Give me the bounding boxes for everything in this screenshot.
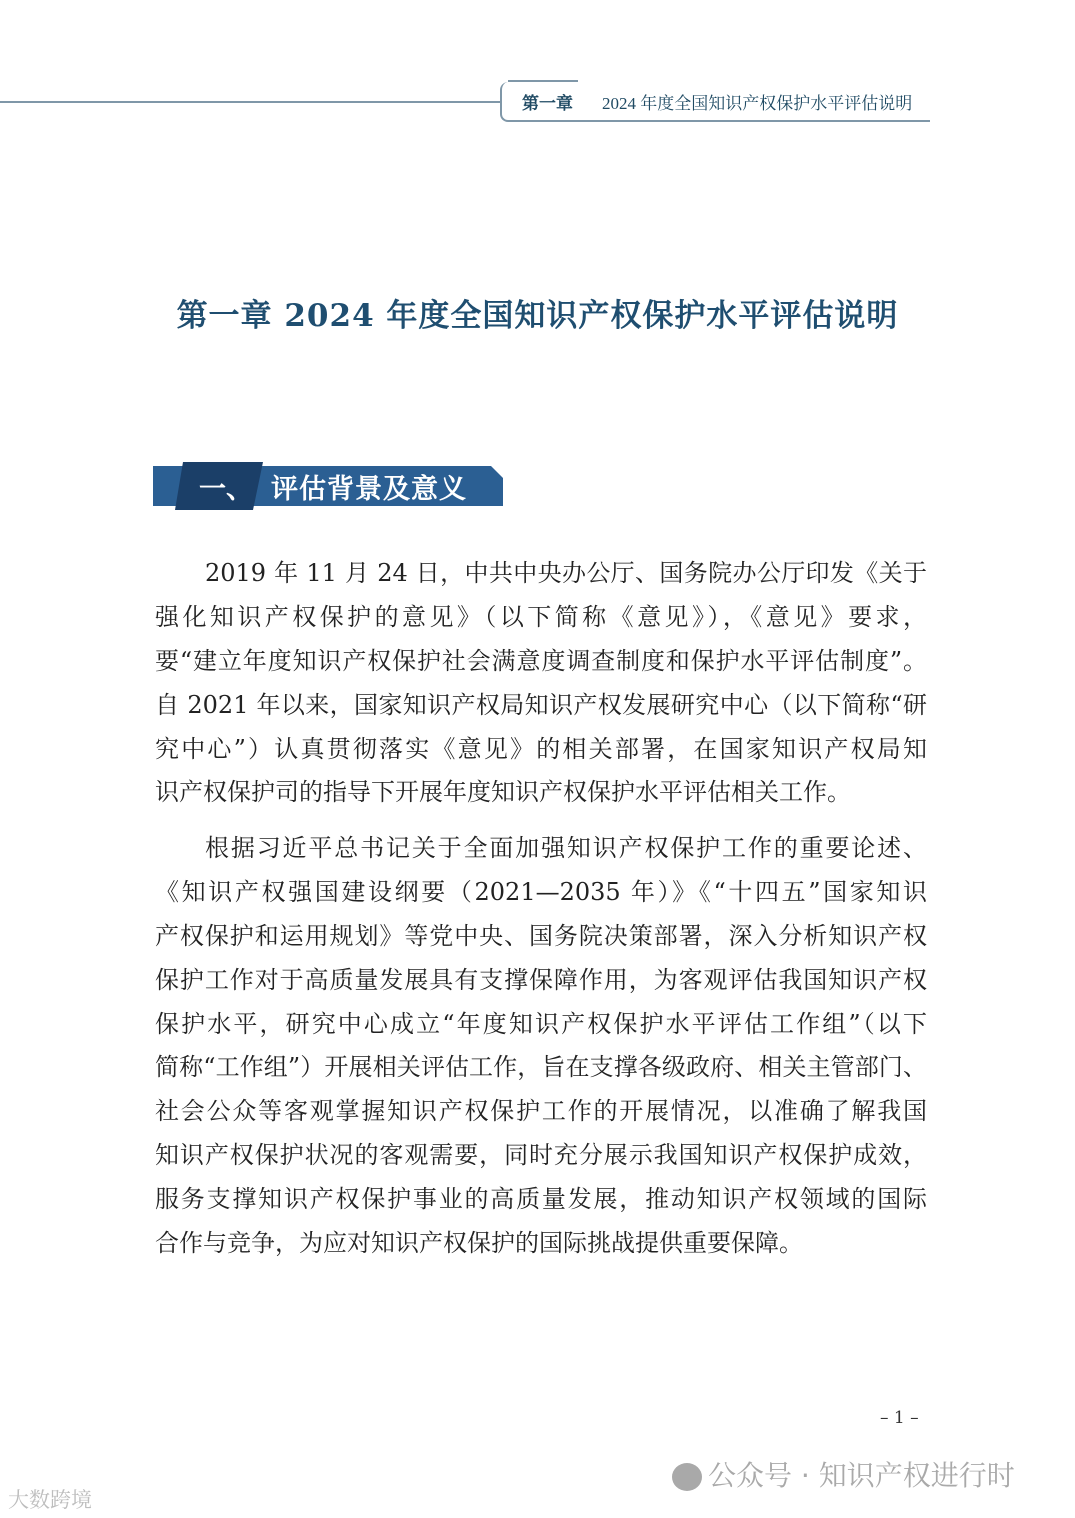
chapter-title: 第一章 2024 年度全国知识产权保护水平评估说明 [176,298,899,334]
section-heading-banner [153,462,503,508]
wechat-watermark-text: 公众号 · 知识产权进行时 [708,1459,1015,1492]
wechat-icon [672,1463,702,1491]
text-line: 2019 年 11 月 24 日，中共中央办公厅、国务院办公厅印发《关于 [205,559,927,587]
text-line: 社会公众等客观掌握知识产权保护工作的开展情况，以准确了解我国 [155,1097,927,1126]
header-rule [0,101,500,103]
running-header-chapter: 第一章 [522,94,573,114]
text-line: 服务支撑知识产权保护事业的高质量发展，推动知识产权领域的国际 [155,1185,927,1214]
corner-watermark: 大数跨境 [8,1488,92,1512]
text-line: 简称“工作组”）开展相关评估工作，旨在支撑各级政府、相关主管部门、 [155,1053,927,1082]
text-line: 根据习近平总书记关于全面加强知识产权保护工作的重要论述、 [205,834,927,862]
section-heading: 评估背景及意义 [271,474,467,505]
page-number: – 1 – [880,1408,919,1428]
text-line: 《知识产权强国建设纲要（2021—2035 年）》《“十四五”国家知识 [155,877,927,906]
paragraph-2 [155,827,927,1266]
text-line: 强化知识产权保护的意见》（以下简称《意见》），《意见》要求， [155,602,927,631]
text-line: 保护水平，研究中心成立“年度知识产权保护水平评估工作组”（以下 [155,1009,927,1038]
section-number: 一、 [199,474,253,505]
running-header-title: 2024 年度全国知识产权保护水平评估说明 [602,94,913,113]
text-line: 知识产权保护状况的客观需要，同时充分展示我国知识产权保护成效， [155,1141,927,1170]
text-line: 要“建立年度知识产权保护社会满意度调查制度和保护水平评估制度”。 [155,646,927,675]
wechat-watermark [672,1454,1015,1494]
text-line: 产权保护和运用规划》等党中央、国务院决策部署，深入分析知识产权 [155,921,927,950]
text-line: 识产权保护司的指导下开展年度知识产权保护水平评估相关工作。 [155,778,851,807]
text-line: 究中心”）认真贯彻落实《意见》的相关部署，在国家知识产权局知 [155,734,927,763]
text-line: 合作与竞争，为应对知识产权保护的国际挑战提供重要保障。 [155,1229,803,1258]
text-line: 自 2021 年以来，国家知识产权局知识产权发展研究中心（以下简称“研 [155,690,927,719]
paragraph-1 [155,552,927,815]
text-line: 保护工作对于高质量发展具有支撑保障作用，为客观评估我国知识产权 [155,965,927,994]
